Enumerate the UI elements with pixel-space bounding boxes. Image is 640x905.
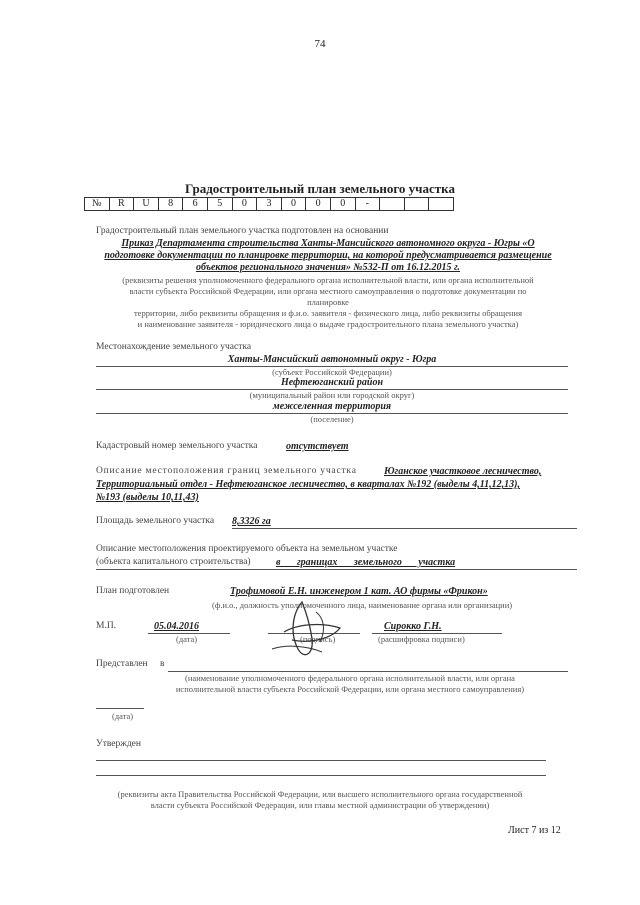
boundaries-value-2: Территориальный отдел - Нефтеюганское лесничество, в кварталах №192 (выделы 4,11,12,13), bbox=[96, 479, 520, 490]
presented-prefix: в bbox=[160, 659, 165, 669]
plan-number-grid bbox=[84, 197, 454, 211]
plan-number-cell bbox=[380, 198, 405, 211]
object-line bbox=[96, 569, 577, 570]
document-title: Градостроительный план земельного участка bbox=[185, 181, 455, 196]
plan-number-cell: 0 bbox=[281, 198, 306, 211]
boundaries-label: Описание местоположения границ земельного участка bbox=[96, 466, 357, 476]
plan-number-cell bbox=[429, 198, 454, 211]
plan-number-cell: 0 bbox=[330, 198, 355, 211]
location-settlement-note: (поселение) bbox=[310, 414, 354, 424]
basis-line-1: Приказ Департамента строительства Ханты-Мансийского автономного округа - Югры «О bbox=[121, 238, 535, 249]
plan-number-cell: 3 bbox=[257, 198, 282, 211]
plan-number-cell: 5 bbox=[207, 198, 232, 211]
area-line bbox=[232, 528, 577, 529]
prepared-date: 05.04.2016 bbox=[154, 621, 199, 632]
location-district: Нефтеюганский район bbox=[281, 377, 383, 388]
location-subject: Ханты-Мансийский автономный округ - Югра bbox=[227, 354, 437, 365]
basis-note-2: власти субъекта Российской Федерации, или органа местного самоуправления о подготовке документации по bbox=[129, 286, 527, 296]
prepared-value: Трофимовой Е.Н. инженером 1 кат. АО фирмы «Фрикон» bbox=[230, 586, 488, 597]
basis-note-5: и наименование заявителя - юридического лица о выдаче градостроительного плана земельного участка) bbox=[137, 319, 519, 329]
stamp-mark: М.П. bbox=[96, 621, 117, 631]
plan-number-cell: 8 bbox=[158, 198, 183, 211]
plan-number-cell: № bbox=[85, 198, 110, 211]
approved-note-1: (реквизиты акта Правительства Российской Федерации, или высшего исполнительного органа государственной bbox=[117, 789, 523, 799]
page-number: 74 bbox=[314, 38, 326, 50]
date-note: (дата) bbox=[176, 634, 198, 644]
boundaries-value-3: №193 (выделы 10,11,43) bbox=[96, 492, 199, 503]
area-value: 8,3326 га bbox=[232, 516, 271, 527]
plan-number-cell: 0 bbox=[306, 198, 331, 211]
object-label-2: (объекта капитального строительства) bbox=[96, 557, 251, 567]
presented-date-note: (дата) bbox=[112, 711, 134, 721]
plan-number-cell bbox=[404, 198, 429, 211]
approved-line-1 bbox=[96, 760, 546, 761]
plan-number-cell: U bbox=[134, 198, 159, 211]
approved-note-2: власти субъекта Российской Федерации, или главы местной администрации об утверждении) bbox=[150, 800, 490, 810]
name-note: (расшифровка подписи) bbox=[378, 634, 465, 644]
location-district-note: (муниципальный район или городской округ) bbox=[249, 390, 415, 400]
approved-label: Утвержден bbox=[96, 739, 141, 749]
sheet-number: Лист 7 из 12 bbox=[508, 825, 561, 836]
basis-line-2: подготовке документации по планировке территории, на которой предусматривается размещение bbox=[104, 250, 552, 261]
location-label: Местонахождение земельного участка bbox=[96, 342, 252, 352]
approved-line-2 bbox=[96, 775, 546, 776]
basis-label: Градостроительный план земельного участка подготовлен на основании bbox=[96, 226, 389, 236]
handwritten-signature bbox=[262, 594, 352, 664]
prepared-label: План подготовлен bbox=[96, 586, 170, 596]
plan-number-cell: 0 bbox=[232, 198, 257, 211]
area-label: Площадь земельного участка bbox=[96, 516, 215, 526]
basis-note-4: территории, либо реквизиты обращения и ф.и.о. заявителя - физического лица, либо реквизиты обращения bbox=[133, 308, 523, 318]
plan-number-cell: R bbox=[109, 198, 134, 211]
basis-note-3: планировке bbox=[307, 297, 349, 307]
presented-line bbox=[168, 671, 568, 672]
presented-note-2: исполнительной власти субъекта Российской Федерации, или органа местного самоуправления) bbox=[175, 684, 525, 694]
plan-number-cell: 6 bbox=[183, 198, 208, 211]
cadastral-value: отсутствует bbox=[286, 441, 349, 452]
signer-name: Сирокко Г.Н. bbox=[384, 621, 442, 632]
presented-date-line bbox=[96, 708, 144, 709]
object-value: в границах земельного участка bbox=[276, 557, 456, 568]
location-subject-note: (субъект Российской Федерации) bbox=[272, 367, 392, 377]
presented-note-1: (наименование уполномоченного федерального органа исполнительной власти, или органа bbox=[185, 673, 515, 683]
plan-number-cell: - bbox=[355, 198, 380, 211]
presented-label: Представлен bbox=[96, 659, 148, 669]
location-settlement: межселенная территория bbox=[272, 401, 392, 412]
cadastral-label: Кадастровый номер земельного участка bbox=[96, 441, 258, 451]
basis-line-3: объектов регионального значения» №532-П от 16.12.2015 г. bbox=[195, 262, 461, 273]
signature-note: (подпись) bbox=[300, 634, 336, 644]
prepared-note: (ф.и.о., должность уполномоченного лица, наименование органа или организации) bbox=[212, 600, 513, 610]
basis-note-1: (реквизиты решения уполномоченного федерального органа исполнительной власти, или органа исполнительной bbox=[122, 275, 534, 285]
object-label-1: Описание местоположения проектируемого объекта на земельном участке bbox=[96, 544, 398, 554]
boundaries-value-1: Юганское участковое лесничество, bbox=[384, 466, 542, 477]
